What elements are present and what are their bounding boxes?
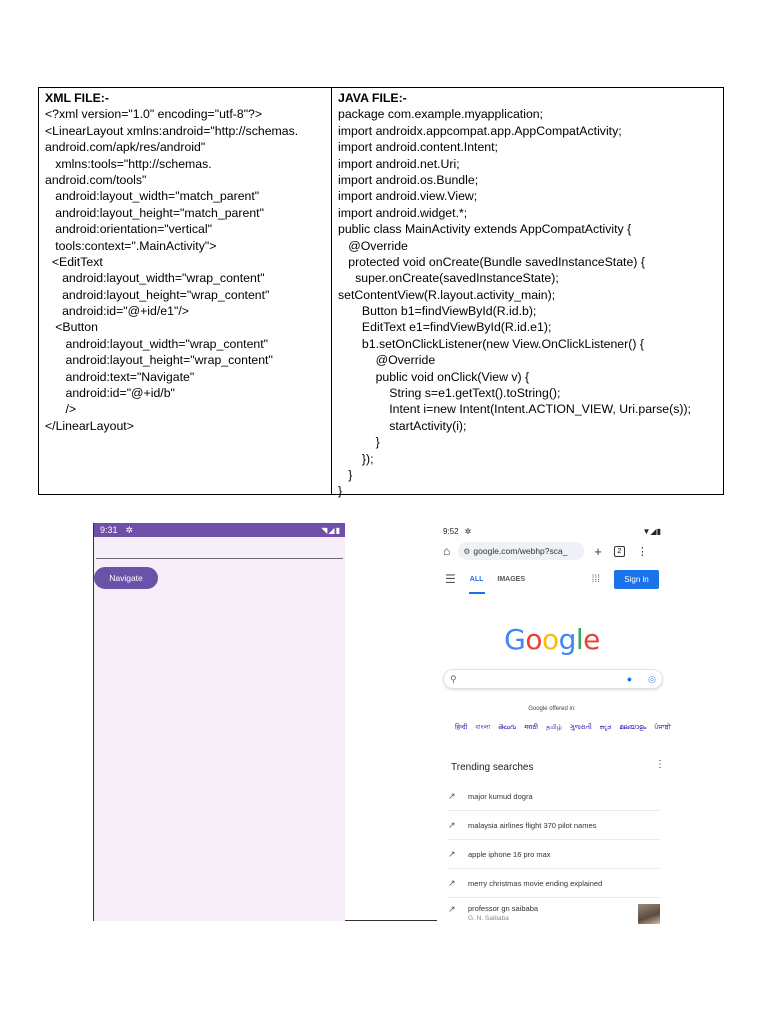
xml-code-line: </LinearLayout> xyxy=(45,418,134,433)
url-text: google.com/webhp?sca_ xyxy=(473,546,568,556)
xml-code-line: /> xyxy=(45,402,77,417)
logo-letter: l xyxy=(575,623,584,656)
offered-in-label: Google offered in: xyxy=(528,706,576,712)
trending-label: apple iphone 16 pro max xyxy=(468,849,551,859)
trending-item[interactable] xyxy=(448,869,660,898)
trending-arrow-icon: ↗ xyxy=(448,819,456,830)
java-code-line: import androidx.appcompat.app.AppCompatActivity; xyxy=(338,123,622,138)
xml-code-line: <?xml version="1.0" encoding="utf-8"?> xyxy=(45,107,263,122)
trending-arrow-icon: ↗ xyxy=(448,790,456,801)
java-code-line: import android.os.Bundle; xyxy=(338,172,479,187)
trending-item[interactable] xyxy=(448,898,660,932)
trending-item[interactable] xyxy=(448,782,660,811)
xml-code-line: <Button xyxy=(45,320,98,335)
java-code-line: } xyxy=(338,467,353,482)
navigate-button[interactable]: Navigate xyxy=(94,567,158,589)
gear-icon: ✲ xyxy=(125,524,134,535)
xml-code-line: android:layout_width="wrap_content" xyxy=(45,336,269,351)
trending-arrow-icon: ↗ xyxy=(448,904,456,914)
java-code-line: import android.view.View; xyxy=(338,189,478,204)
logo-letter: g xyxy=(558,623,576,656)
trending-arrow-icon: ↗ xyxy=(448,848,456,859)
logo-letter: o xyxy=(525,623,542,656)
java-code-line: } xyxy=(338,435,380,450)
logo-letter: G xyxy=(504,623,526,656)
google-logo xyxy=(437,623,667,656)
phone2-time: 9:52 xyxy=(443,526,459,536)
xml-code xyxy=(45,106,331,434)
lens-icon[interactable]: ◎ xyxy=(648,673,656,684)
xml-code-line: <LinearLayout xmlns:android="http://schemas. xyxy=(45,123,299,138)
xml-code-line: android:orientation="vertical" xyxy=(45,222,212,237)
trending-label: major kumud dogra xyxy=(468,791,533,801)
search-icon: ⚲ xyxy=(450,673,457,684)
language-link[interactable]: తెలుగు xyxy=(498,724,517,731)
java-code-line: super.onCreate(savedInstanceState); xyxy=(338,271,559,286)
phone-baseline xyxy=(345,920,437,921)
java-code-line: import android.net.Uri; xyxy=(338,156,460,171)
java-code-line: public class MainActivity extends AppCompatActivity { xyxy=(338,222,632,237)
hamburger-menu-icon[interactable]: ☰ xyxy=(445,572,456,586)
java-code-line: import android.content.Intent; xyxy=(338,140,498,155)
logo-letter: o xyxy=(541,623,559,656)
xml-code-line: android:id="@+id/b" xyxy=(45,386,175,401)
trending-item[interactable] xyxy=(448,811,660,840)
java-header: JAVA FILE:- xyxy=(338,91,407,105)
phone1-screen xyxy=(94,523,345,921)
language-link[interactable]: தமிழ் xyxy=(545,724,562,731)
java-code-line: b1.setOnClickListener(new View.OnClickListener() { xyxy=(338,336,644,351)
java-code-line: String s=e1.getText().toString(); xyxy=(338,386,561,401)
java-code-line: } xyxy=(338,484,343,499)
java-code-line: }); xyxy=(338,451,374,466)
trending-label: merry christmas movie ending explained xyxy=(468,878,603,888)
apps-grid-icon[interactable]: ⁞⁞⁞ xyxy=(591,573,600,585)
gear-icon: ✲ xyxy=(464,526,472,536)
java-code-line: @Override xyxy=(338,353,436,368)
xml-code-line: android:text="Navigate" xyxy=(45,369,195,384)
java-code-line: Button b1=findViewById(R.id.b); xyxy=(338,304,537,319)
phone1-time: 9:31 xyxy=(100,525,118,535)
language-link[interactable]: ગુજરાતી xyxy=(569,724,592,731)
google-nav xyxy=(437,563,667,595)
home-icon[interactable]: ⌂ xyxy=(443,544,451,558)
site-info-icon[interactable]: ⚙ xyxy=(463,546,471,556)
language-link[interactable]: हिन्दी xyxy=(455,724,468,731)
browser-toolbar xyxy=(437,539,667,563)
java-code-line: protected void onCreate(Bundle savedInstanceState) { xyxy=(338,254,645,269)
trending-list xyxy=(448,782,660,932)
java-code-line: Intent i=new Intent(Intent.ACTION_VIEW, Uri.parse(s)); xyxy=(338,402,691,417)
xml-code-line: android:layout_width="match_parent" xyxy=(45,189,260,204)
java-code-line: import android.widget.*; xyxy=(338,205,468,220)
search-box[interactable] xyxy=(443,669,663,689)
java-code-line: EditText e1=findViewById(R.id.e1); xyxy=(338,320,552,335)
xml-code-line: android:layout_width="wrap_content" xyxy=(45,271,265,286)
xml-code-line: android:layout_height="match_parent" xyxy=(45,205,264,220)
java-code xyxy=(338,106,723,499)
trending-item[interactable] xyxy=(448,840,660,869)
wifi-signal-battery-icon: ▼◢▮ xyxy=(642,526,661,536)
xml-code-line: android:id="@+id/e1"/> xyxy=(45,304,189,319)
trending-more-icon[interactable]: ⋮ xyxy=(655,759,665,770)
microphone-icon[interactable]: ● xyxy=(626,674,633,684)
java-code-line: setContentView(R.layout.activity_main); xyxy=(338,287,556,302)
trending-subtitle: G. N. Saibaba xyxy=(468,915,509,922)
tab-all[interactable]: ALL xyxy=(469,575,484,583)
trending-label: professor gn saibaba G. N. Saibaba xyxy=(468,904,539,922)
address-bar[interactable] xyxy=(458,542,584,560)
code-table xyxy=(38,87,724,499)
xml-column xyxy=(39,88,332,494)
more-menu-icon[interactable]: ⋮ xyxy=(636,545,648,558)
logo-letter: e xyxy=(583,623,600,656)
xml-code-line: android:layout_height="wrap_content" xyxy=(45,353,273,368)
edit-text-field[interactable] xyxy=(96,558,343,559)
tab-images[interactable]: IMAGES xyxy=(497,575,525,583)
tab-switcher-button[interactable]: 2 xyxy=(614,546,625,557)
java-code-line: startActivity(i); xyxy=(338,418,467,433)
java-code-line: package com.example.myapplication; xyxy=(338,107,544,122)
xml-header: XML FILE:- xyxy=(45,91,109,105)
xml-code-line: tools:context=".MainActivity"> xyxy=(45,238,217,253)
language-link[interactable]: বাংলা xyxy=(475,724,491,731)
language-link[interactable]: मराठी xyxy=(524,724,538,731)
language-link[interactable]: ಕನ್ನಡ xyxy=(599,724,612,731)
sign-in-button[interactable]: Sign in xyxy=(614,570,659,589)
java-code-line: public void onClick(View v) { xyxy=(338,369,530,384)
trending-arrow-icon: ↗ xyxy=(448,877,456,888)
language-links xyxy=(451,720,671,735)
xml-code-line: android.com/apk/res/android" xyxy=(45,140,206,155)
xml-code-line: xmlns:tools="http://schemas. xyxy=(45,156,212,171)
java-column xyxy=(332,88,723,499)
thumbnail-image xyxy=(638,904,660,924)
phone2-screen xyxy=(437,523,671,922)
trending-label: malaysia airlines flight 370 pilot names xyxy=(468,820,597,830)
xml-code-line: android.com/tools" xyxy=(45,172,147,187)
language-link[interactable]: മലയാളം xyxy=(619,724,647,731)
xml-code-line: android:layout_height="wrap_content" xyxy=(45,287,270,302)
phone2-status-bar xyxy=(437,523,667,539)
xml-code-line: <EditText xyxy=(45,254,103,269)
phone1-status-bar xyxy=(94,523,345,537)
signal-battery-icon: ◥◢▮ xyxy=(321,525,341,535)
java-code-line: @Override xyxy=(338,238,408,253)
trending-title: Trending searches xyxy=(451,762,534,773)
new-tab-icon[interactable]: + xyxy=(594,543,602,559)
language-link[interactable]: ਪੰਜਾਬੀ xyxy=(654,724,671,731)
